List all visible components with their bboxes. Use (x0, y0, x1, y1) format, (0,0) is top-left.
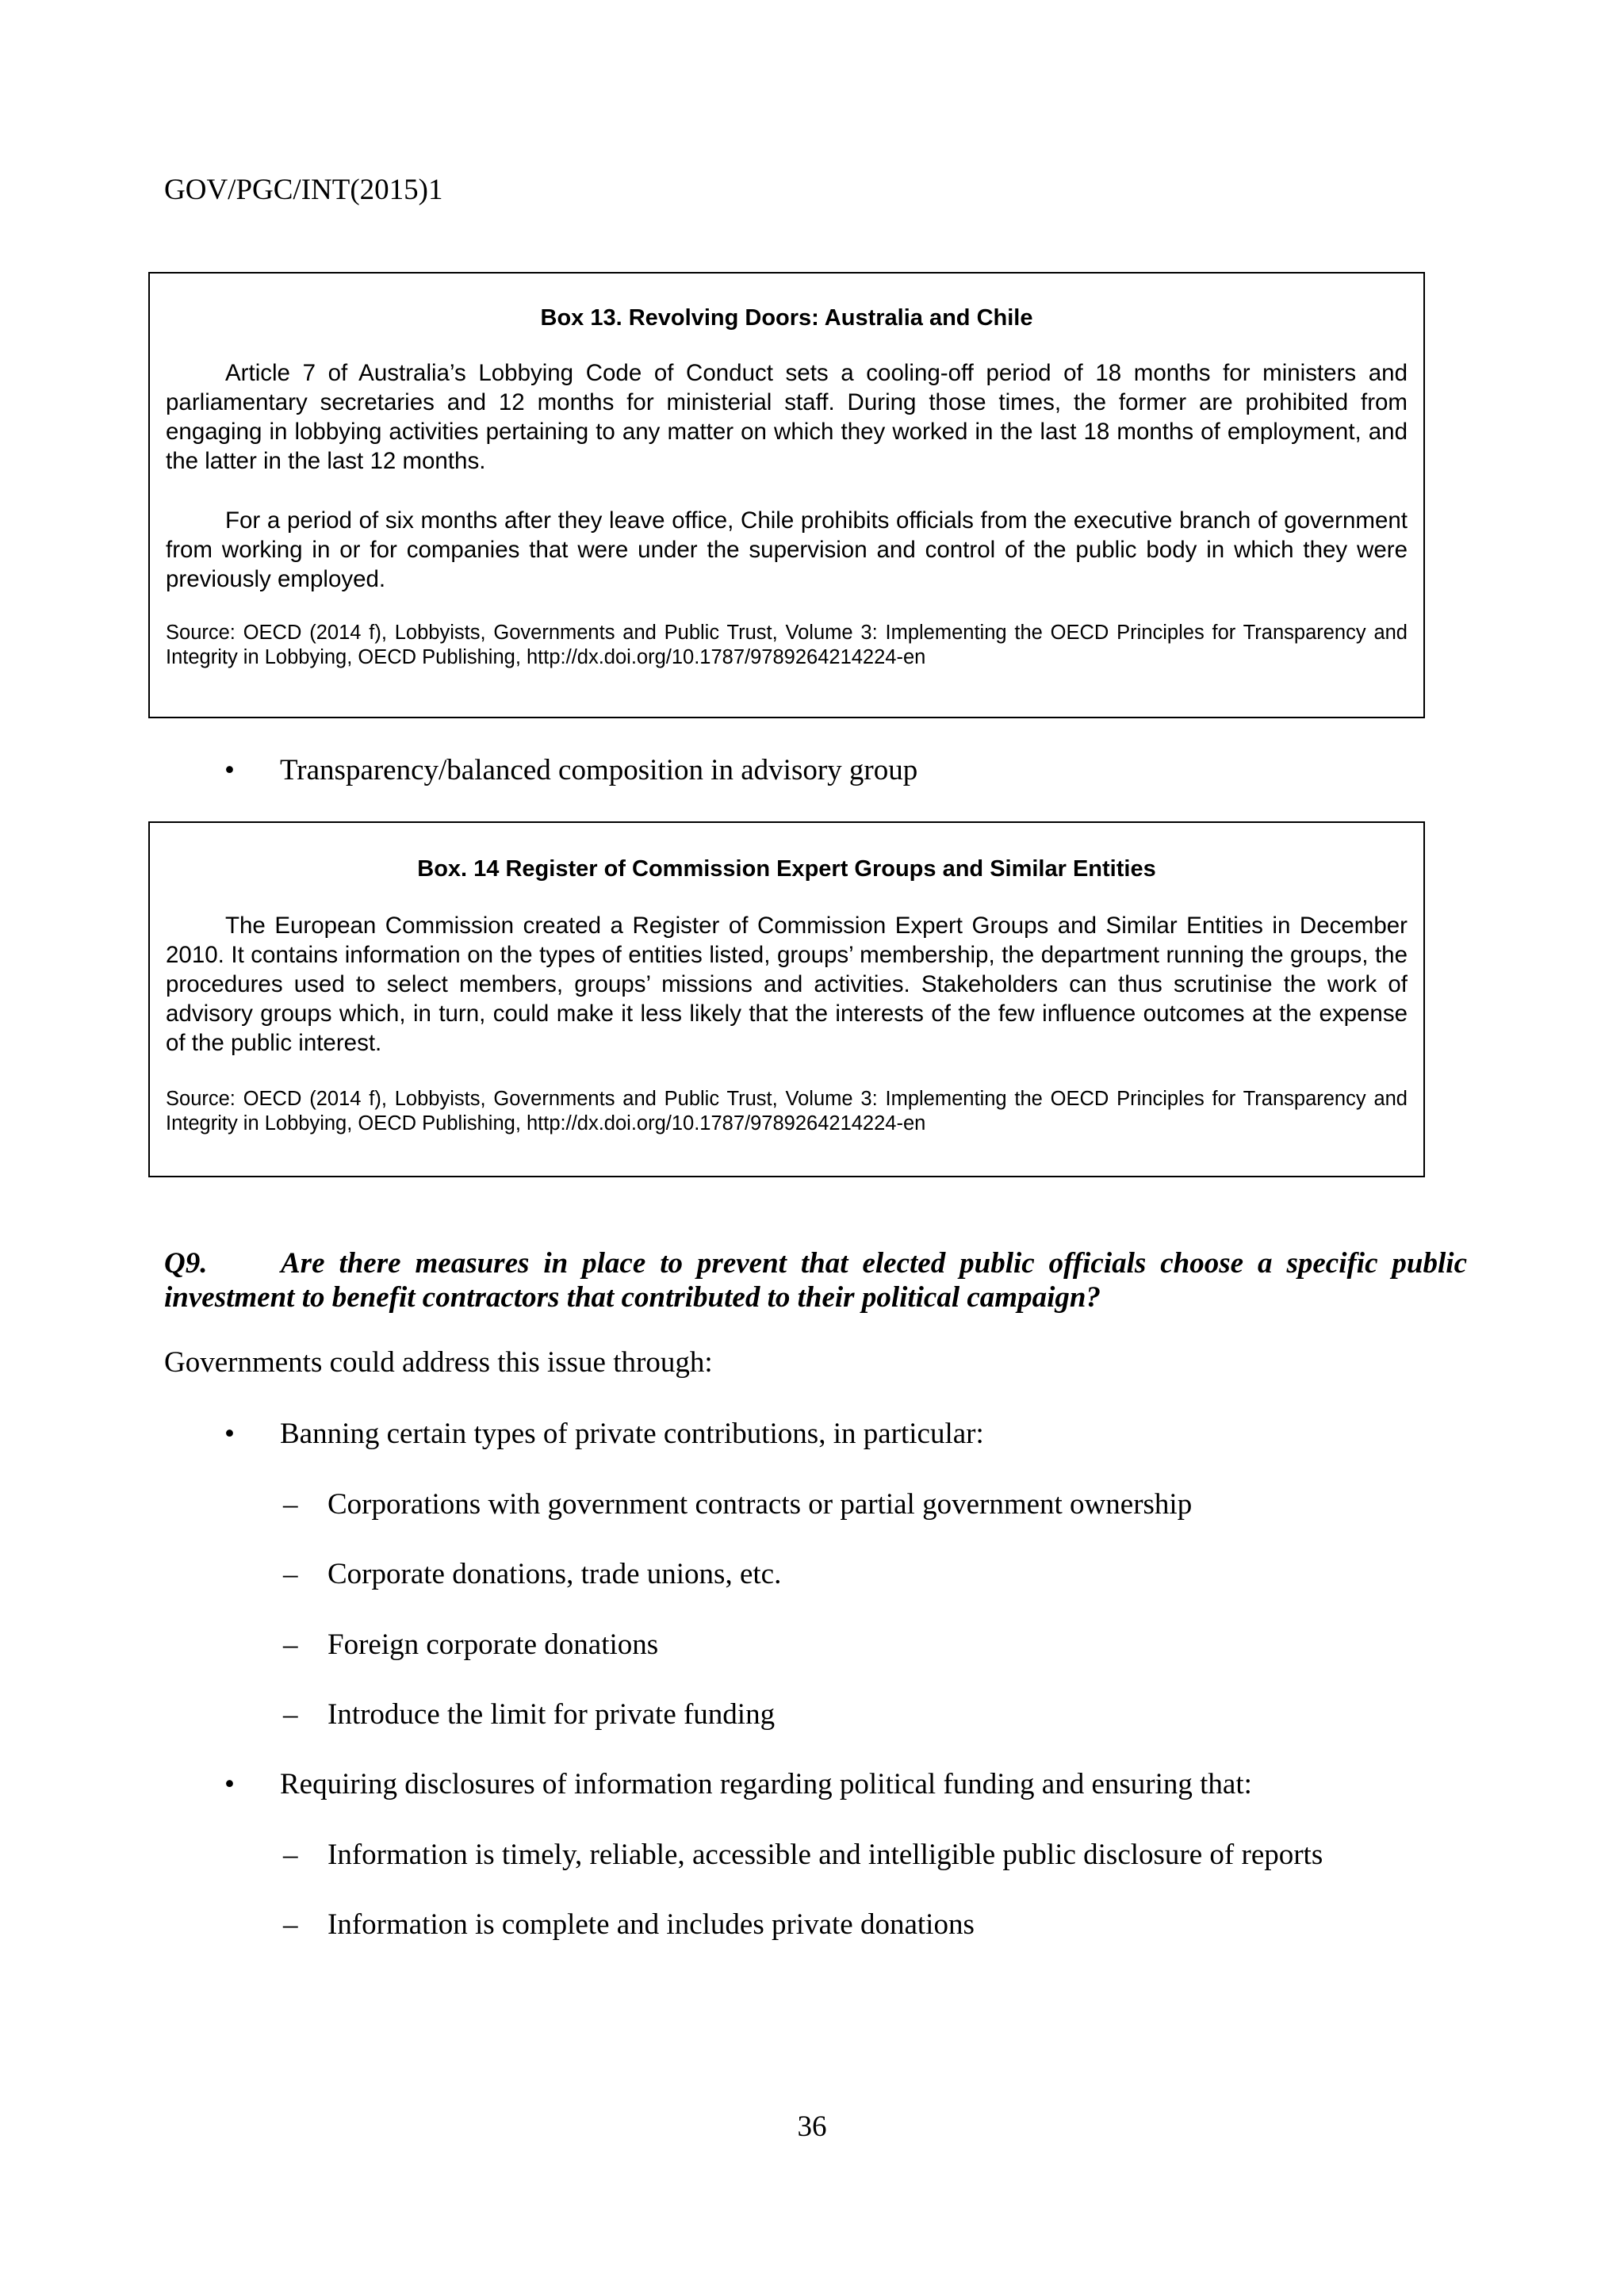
sub-list-item (0, 1838, 1624, 1873)
box-title: Box. 14 Register of Commission Expert Groups and Similar Entities (417, 856, 1156, 882)
sub-list-item (0, 1697, 1624, 1732)
dash-marker: – (283, 1628, 298, 1661)
intro-text: Governments could address this issue through: (164, 1346, 713, 1379)
box-paragraph: For a period of six months after they leave office, Chile prohibits officials from the executive branch of government from working in or for companies that were under the supervision and control of the public body in which they were previously employed. (166, 507, 1408, 592)
dash-marker: – (283, 1698, 298, 1731)
sub-item-text: Introduce the limit for private funding (327, 1698, 776, 1731)
bullet-marker: • (224, 1418, 235, 1450)
box-paragraph: The European Commission created a Register of Commission Expert Groups and Similar Entities in December 2010. It contains information on the types of entities listed, groups’ membership, the department running the groups, the procedures used to select members, groups’ missions and activities. Stakeholders can thus scrutinise the work of advisory groups which, in turn, could make it less likely that the interests of the few influence outcomes at the expense of the public interest. (166, 913, 1408, 1056)
box-source: Source: OECD (2014 f), Lobbyists, Governments and Public Trust, Volume 3: Implementing the OECD Principles for Transparency and Integrity in Lobbying, OECD Publishing, http://dx.doi.org/10.1787/9789264214224-en (166, 622, 1408, 668)
bullet-text: Requiring disclosures of information regarding political funding and ensuring that: (280, 1768, 1252, 1800)
page-number: 36 (797, 2110, 827, 2143)
question-text: Are there measures in place to prevent that elected public officials choose a specific public investment to benefit contractors that contributed to their political campaign? (164, 1247, 1467, 1314)
sub-item-text: Information is complete and includes private donations (327, 1908, 975, 1941)
bullet-text: Banning certain types of private contributions, in particular: (280, 1418, 984, 1450)
box-source: Source: OECD (2014 f), Lobbyists, Governments and Public Trust, Volume 3: Implementing the OECD Principles for Transparency and Integrity in Lobbying, OECD Publishing, http://dx.doi.org/10.1787/9789264214224-en (166, 1088, 1408, 1135)
sub-item-text: Corporate donations, trade unions, etc. (327, 1558, 782, 1590)
box-paragraph: Article 7 of Australia’s Lobbying Code of Conduct sets a cooling-off period of 18 months for ministers and parliamentary secretaries and 12 months for ministerial staff. During those times, the former are prohibited from engaging in lobbying activities pertaining to any matter on which they worked in the last 18 months of employment, and the latter in the last 12 months. (166, 360, 1408, 474)
sub-list-item (0, 1628, 1624, 1663)
dash-marker: – (283, 1839, 298, 1871)
bullet-item (0, 753, 1624, 788)
box-title: Box 13. Revolving Doors: Australia and Chile (540, 305, 1033, 331)
box-14-register-expert-groups (148, 821, 1425, 1177)
document-reference: GOV/PGC/INT(2015)1 (164, 174, 443, 206)
bullet-item (0, 1767, 1624, 1802)
dash-marker: – (283, 1558, 298, 1590)
sub-list-item (0, 1557, 1624, 1592)
sub-item-text: Corporations with government contracts or partial government ownership (327, 1488, 1193, 1521)
dash-marker: – (283, 1908, 298, 1941)
sub-item-text: Foreign corporate donations (327, 1628, 659, 1661)
bullet-marker: • (224, 754, 235, 786)
question-heading (164, 1246, 1467, 1314)
sub-item-text: Information is timely, reliable, accessible and intelligible public disclosure of reports (327, 1839, 1323, 1871)
dash-marker: – (283, 1488, 298, 1521)
sub-list-item (0, 1487, 1624, 1522)
bullet-marker: • (224, 1768, 235, 1800)
question-number: Q9. (164, 1247, 208, 1280)
bullet-item (0, 1417, 1624, 1452)
box-13-revolving-doors (148, 272, 1425, 718)
bullet-text: Transparency/balanced composition in advisory group (280, 754, 918, 786)
sub-list-item (0, 1908, 1624, 1942)
